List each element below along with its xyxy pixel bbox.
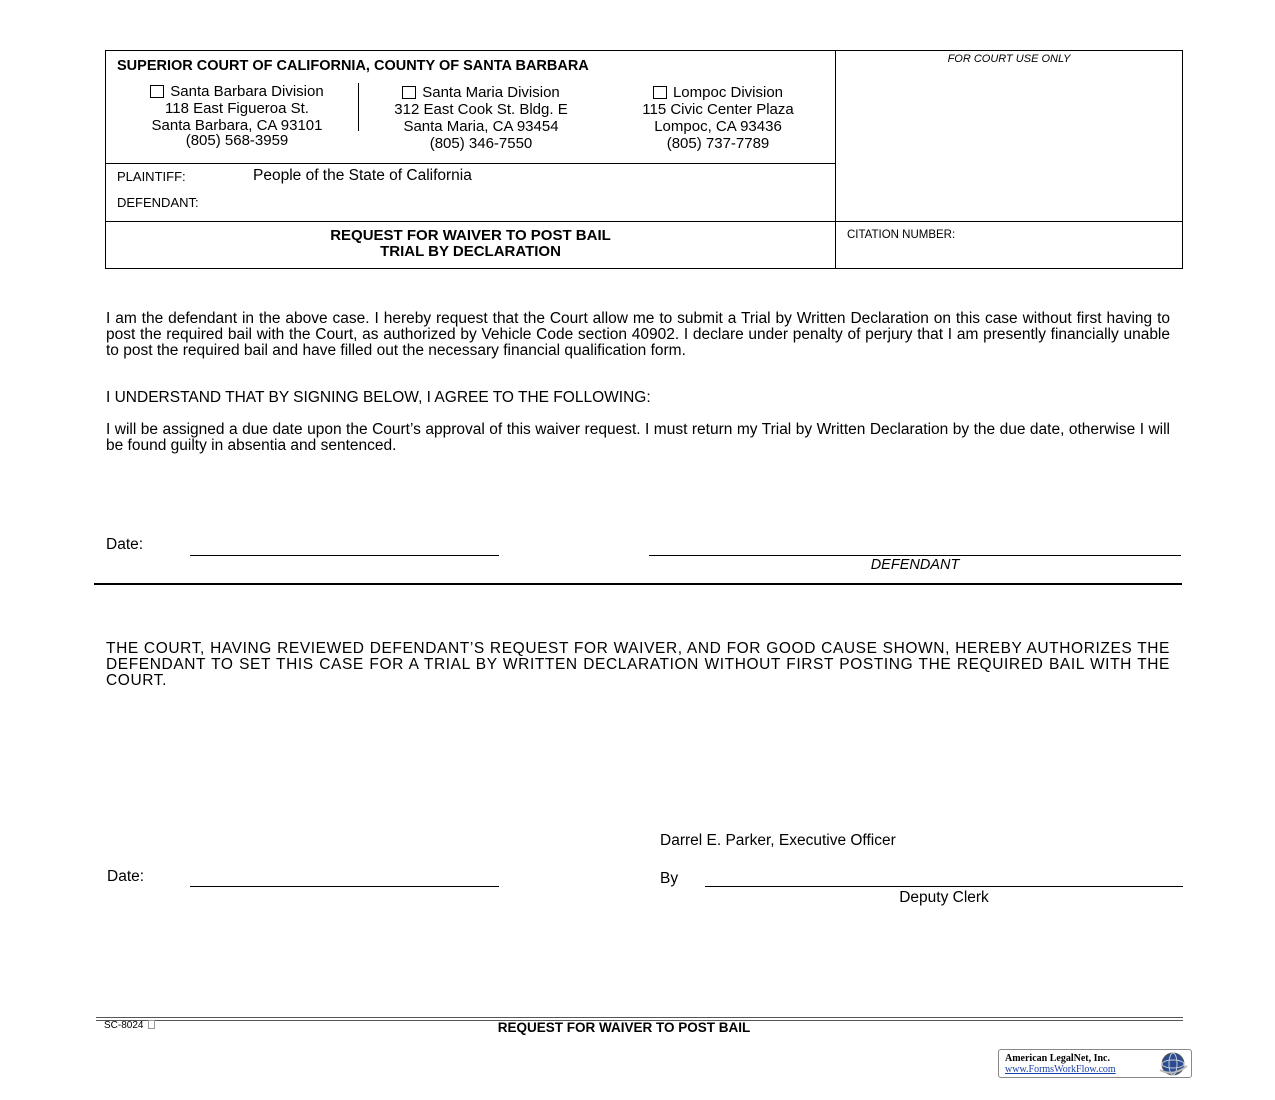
plaintiff-value[interactable]: People of the State of California	[253, 167, 472, 184]
logo-url[interactable]: www.FormsWorkFlow.com	[1005, 1064, 1116, 1075]
clerk-signature-line[interactable]	[705, 886, 1183, 887]
division-lompoc	[617, 84, 819, 152]
division-city: Santa Maria, CA 93454	[403, 118, 559, 135]
deputy-clerk-label: Deputy Clerk	[899, 889, 989, 906]
division-phone: (805) 568-3959	[185, 132, 289, 149]
division-street: 115 Civic Center Plaza	[642, 101, 794, 118]
defendant-sig-label: DEFENDANT	[870, 557, 960, 573]
court-title: SUPERIOR COURT OF CALIFORNIA, COUNTY OF SANTA BARBARA	[117, 58, 589, 74]
division-city: Santa Barbara, CA 93101	[151, 117, 323, 134]
form-title-line1: REQUEST FOR WAIVER TO POST BAIL	[330, 227, 611, 244]
by-label: By	[660, 870, 679, 887]
section-divider	[94, 583, 1182, 585]
date-line[interactable]	[190, 555, 499, 556]
declaration-paragraph: I am the defendant in the above case. I hereby request that the Court allow me to submit a Trial by Written Declaration on this case without first having to post the required bail with the Court, as authorized by Vehicle Code section 40902. I declare under penalty of perjury that I am presently financially unable to post the required bail and have filled out the necessary financial qualification form.	[106, 310, 1170, 359]
division-phone: (805) 346-7550	[429, 135, 533, 152]
form-number-text: SC-8024	[104, 1020, 144, 1031]
division-name: Lompoc Division	[672, 84, 784, 101]
division-name: Santa Maria Division	[422, 84, 560, 101]
understanding-heading: I UNDERSTAND THAT BY SIGNING BELOW, I AGREE TO THE FOLLOWING:	[106, 389, 651, 406]
division-street: 312 East Cook St. Bldg. E	[394, 101, 568, 118]
american-legalnet-logo[interactable]	[998, 1049, 1192, 1078]
executive-officer: Darrel E. Parker, Executive Officer	[660, 832, 896, 849]
plaintiff-label: PLAINTIFF:	[117, 169, 186, 184]
division-divider	[358, 83, 359, 131]
footer-title: REQUEST FOR WAIVER TO POST BAIL	[497, 1020, 751, 1035]
date-label: Date:	[106, 536, 144, 553]
globe-icon	[1156, 1051, 1190, 1077]
court-date-label: Date:	[107, 868, 145, 885]
santa-maria-checkbox[interactable]	[402, 86, 416, 99]
footer-rule-top	[96, 1017, 1183, 1018]
division-santa-maria	[365, 84, 597, 152]
lompoc-checkbox[interactable]	[653, 86, 667, 99]
court-use-box	[835, 50, 1183, 222]
logo-name: American LegalNet, Inc.	[1005, 1053, 1110, 1064]
court-date-line[interactable]	[190, 886, 499, 887]
court-order-text: THE COURT, HAVING REVIEWED DEFENDANT’S REQUEST FOR WAIVER, AND FOR GOOD CAUSE SHOWN, HEREBY AUTHORIZES THE DEFENDANT TO SET THIS CASE FOR A TRIAL BY WRITTEN DECLARATION WITHOUT FIRST POSTING THE REQUIRED BAIL WITH THE COURT.	[106, 640, 1170, 689]
defendant-label: DEFENDANT:	[117, 195, 199, 210]
division-name: Santa Barbara Division	[170, 83, 324, 100]
division-phone: (805) 737-7789	[666, 135, 770, 152]
due-date-paragraph: I will be assigned a due date upon the Court’s approval of this waiver request. I must return my Trial by Written Declaration by the due date, otherwise I will be found guilty in absentia and sentenced.	[106, 421, 1170, 454]
citation-label: CITATION NUMBER:	[847, 229, 956, 241]
court-use-label: FOR COURT USE ONLY	[947, 53, 1071, 65]
form-title	[105, 228, 836, 260]
division-santa-barbara	[117, 83, 357, 149]
form-title-line2: TRIAL BY DECLARATION	[380, 243, 561, 260]
defendant-signature-line[interactable]	[649, 555, 1181, 556]
santa-barbara-checkbox[interactable]	[150, 85, 164, 98]
division-city: Lompoc, CA 93436	[654, 118, 782, 135]
division-street: 118 East Figueroa St.	[165, 100, 309, 117]
